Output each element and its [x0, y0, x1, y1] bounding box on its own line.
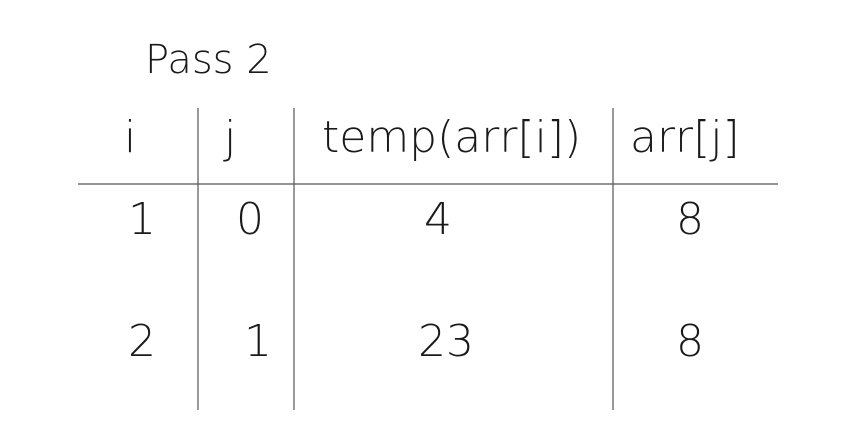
cell-j: 0: [236, 194, 264, 245]
pass-title: Pass 2: [145, 37, 272, 83]
cell-temp: 23: [418, 316, 474, 367]
header-i: i: [124, 112, 137, 163]
cell-j: 1: [244, 316, 272, 367]
cell-i: 2: [128, 316, 156, 367]
header-arr-j: arr[j]: [630, 112, 740, 163]
cell-temp: 4: [424, 194, 452, 245]
cell-arr-j: 8: [676, 316, 704, 367]
cell-arr-j: 8: [676, 194, 704, 245]
header-j: j: [224, 112, 237, 163]
header-temp: temp(arr[i]): [322, 112, 582, 163]
cell-i: 1: [128, 194, 156, 245]
